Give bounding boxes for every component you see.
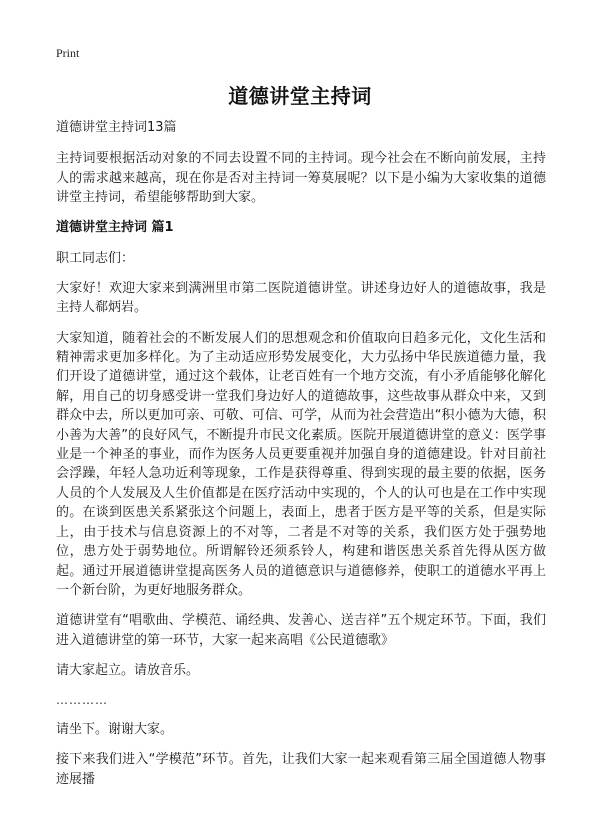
document-title: 道德讲堂主持词: [228, 84, 372, 108]
sit-down-paragraph: 请坐下。谢谢大家。: [56, 721, 174, 737]
ellipsis-separator: …………: [56, 692, 108, 707]
main-paragraph: 大家知道，随着社会的不断发展人们的思想观念和价值取向日趋多元化，文化生活和精神需求更加多样化。为了主动适应形势发展变化，大力弘扬中华民族道德力量，我们开设了道德讲堂，通过这个载体，让老百姓有一个地方交流，有小矛盾能够化解化解，用自己的切身感受讲一堂我们身边好人的道德故事，这些故事从群众中来，又到群众中去，所以更加可亲、可敬、可信、可学，从而为社会营造出“积小德为大德，积小善为大善”的良好风气，不断提升市民文化素质。医院开展道德讲堂的意义：医学事业是一个神圣的事业，而作为医务人员更要重视并加强自身的道德建设。针对目前社会浮躁，年轻人急功近利等现象，工作是获得尊重、得到实现的最主要的依据，医务人员的个人发展及人生价值都是在医疗活动中实现的，个人的认可也是在工作中实现的。在谈到医患关系紧张这个问题上，表面上，患者于医方是平等的关系，但是实际上，由于技术与信息资源上的不对等，二者是不对等的关系，我们医方处于强势地位，患方处于弱势地位。所谓解铃还须系铃人，构建和谐医患关系首先得从医方做起。通过开展道德讲堂提高医务人员的道德意识与道德修养，使职工的道德水平再上一个新台阶，为更好地服务群众。: [56, 330, 546, 598]
print-link[interactable]: Print: [56, 46, 80, 60]
document-subtitle: 道德讲堂主持词13篇: [56, 120, 177, 135]
program-paragraph: 道德讲堂有“唱歌曲、学模范、诵经典、发善心、送吉祥”五个规定环节。下面，我们进入道德讲堂的第一环节，大家一起来高唱《公民道德歌》: [56, 613, 546, 648]
intro-paragraph: 主持词要根据活动对象的不同去设置不同的主持词。现今社会在不断向前发展，主持人的需求越来越高，现在你是否对主持词一筹莫展呢？以下是小编为大家收集的道德讲堂主持词，希望能够帮助到大家。: [56, 151, 546, 206]
section-heading: 道德讲堂主持词 篇1: [56, 220, 174, 236]
stand-up-paragraph: 请大家起立。请放音乐。: [56, 662, 200, 678]
document-body: [56, 118, 546, 800]
welcome-paragraph: 大家好！欢迎大家来到满洲里市第二医院道德讲堂。讲述身边好人的道德故事，我是主持人郗炳岩。: [56, 281, 546, 316]
next-segment-paragraph: 接下来我们进入“学模范”环节。首先，让我们大家一起来观看第三届全国道德人物事迹展播: [56, 752, 546, 787]
salutation-paragraph: 职工同志们：: [56, 250, 135, 266]
